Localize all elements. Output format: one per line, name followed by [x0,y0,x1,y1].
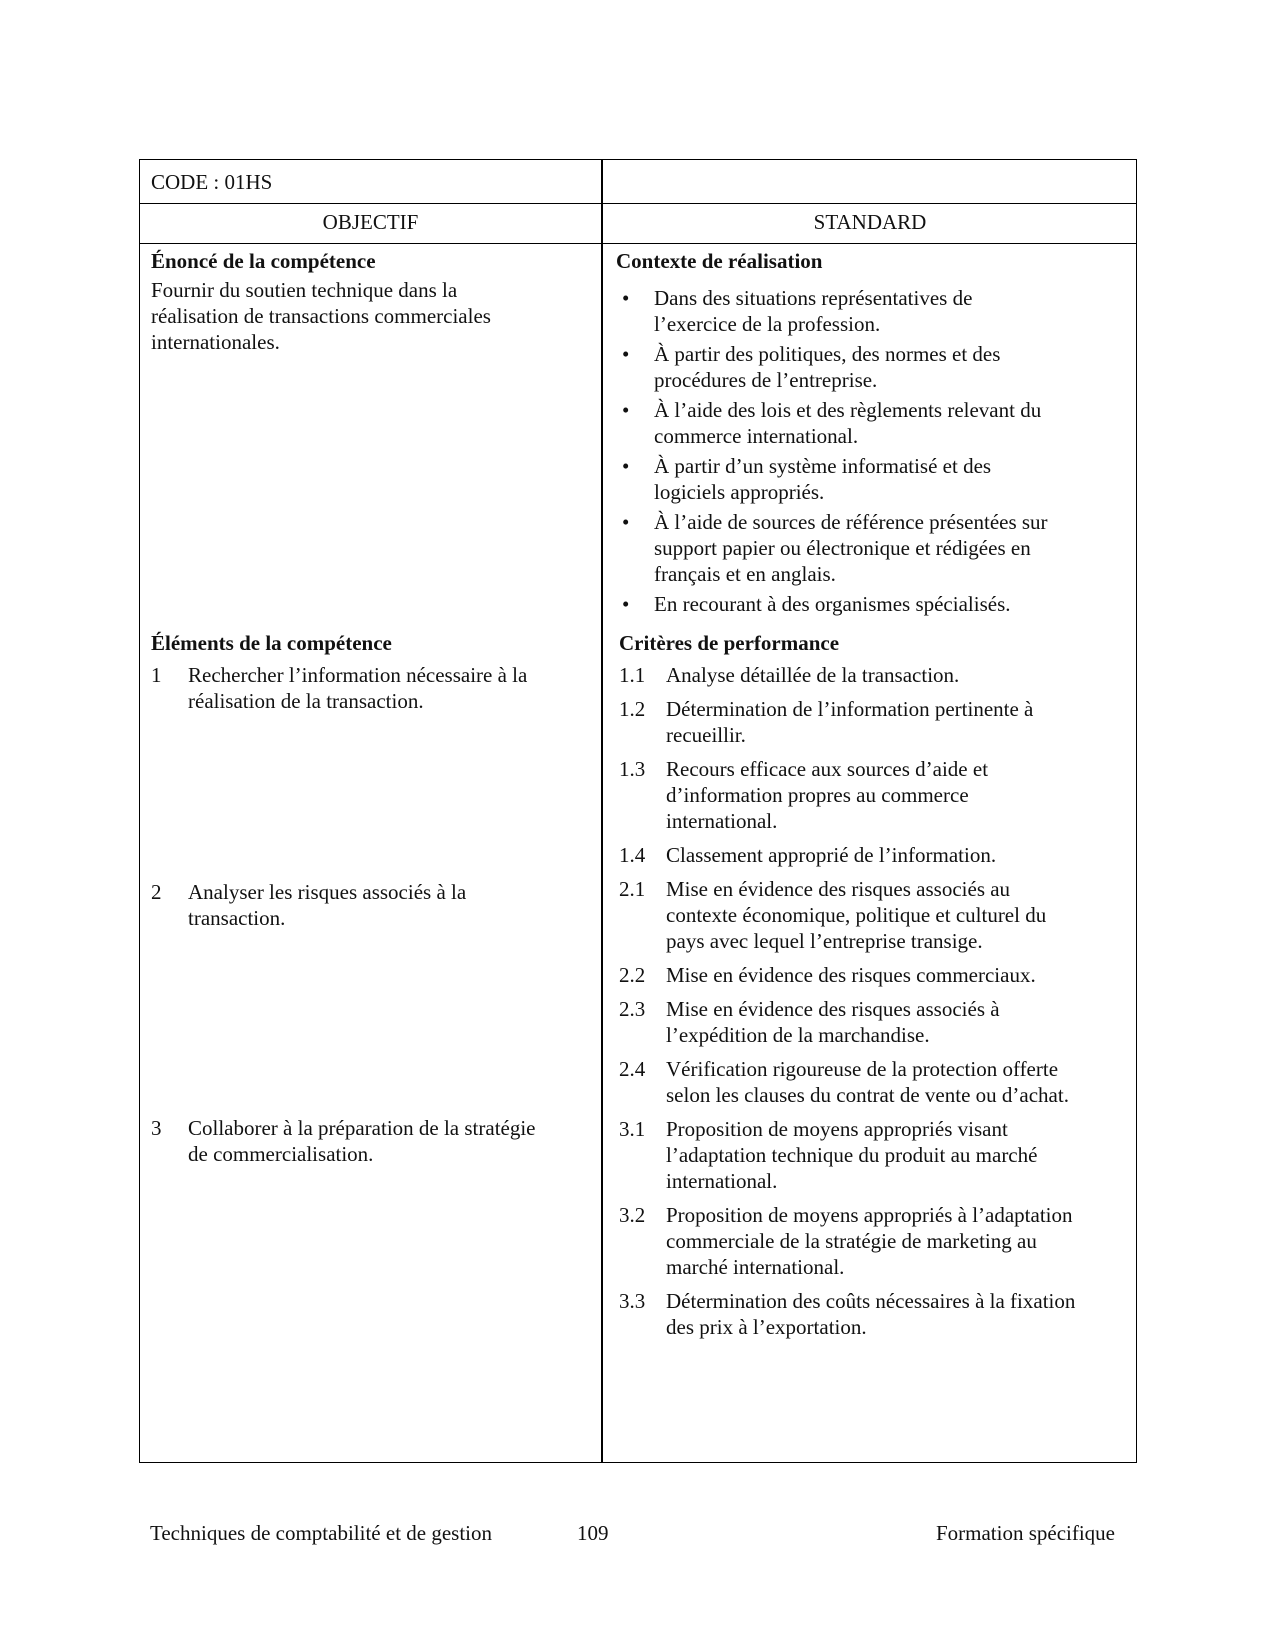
critere-item [619,662,1129,688]
enonce-text [151,277,581,355]
elements-heading-block [151,630,581,656]
bullet-icon: • [622,592,630,616]
contexte-line: À partir des politiques, des normes et des [654,342,1001,366]
row-divider-code [140,203,1136,204]
critere-line: d’information propres au commerce [666,783,969,807]
contexte-line: support papier ou électronique et rédigées en [654,536,1031,560]
bullet-icon: • [622,342,630,366]
critere-number: 3.2 [619,1203,646,1227]
critere-item [619,842,1129,868]
element-number: 2 [151,880,162,904]
element-line: Analyser les risques associés à la [188,880,467,904]
contexte-bullet-item [616,341,1126,393]
critere-item [619,996,1129,1048]
column-divider [601,160,603,1462]
critere-line: Mise en évidence des risques associés au [666,877,1011,901]
elements-heading: Éléments de la compétence [151,631,392,655]
contexte-bullet-item [616,397,1126,449]
contexte-line: À l’aide des lois et des règlements relevant du [654,398,1042,422]
contexte-heading: Contexte de réalisation [616,249,823,273]
critere-line: Détermination des coûts nécessaires à la fixation [666,1289,1076,1313]
critere-line: des prix à l’exportation. [666,1315,867,1339]
bullet-icon: • [622,454,630,478]
contexte-line: procédures de l’entreprise. [654,368,878,392]
critere-line: Mise en évidence des risques commerciaux. [666,963,1036,987]
critere-number: 2.4 [619,1057,646,1081]
contexte-bullet-item [616,591,1126,617]
footer-page-number: 109 [577,1521,609,1545]
contexte-section [616,248,1126,621]
row-divider-headers [140,243,1136,244]
criteres-list [619,662,1129,1340]
critere-number: 1.3 [619,757,646,781]
critere-line: Détermination de l’information pertinente à [666,697,1034,721]
critere-item [619,962,1129,988]
critere-line: Proposition de moyens appropriés visant [666,1117,1008,1141]
contexte-line: l’exercice de la profession. [654,312,881,336]
critere-line: Vérification rigoureuse de la protection offerte [666,1057,1059,1081]
critere-item [619,696,1129,748]
contexte-bullet-item [616,453,1126,505]
element-number: 3 [151,1116,162,1140]
element-item-2 [151,879,618,931]
critere-number: 2.2 [619,963,646,987]
footer-program: Techniques de comptabilité et de gestion [150,1521,493,1545]
element-line: Rechercher l’information nécessaire à la [188,663,528,687]
contexte-line: À l’aide de sources de référence présentées sur [654,510,1048,534]
critere-line: Proposition de moyens appropriés à l’adaptation [666,1203,1073,1227]
competency-table [139,159,1137,1463]
critere-line: international. [666,1169,778,1193]
element-number: 1 [151,663,162,687]
critere-number: 1.2 [619,697,646,721]
critere-line: marché international. [666,1255,845,1279]
critere-item [619,1202,1129,1280]
element-line: Collaborer à la préparation de la stratégie [188,1116,536,1140]
contexte-list [616,285,1126,617]
critere-line: Mise en évidence des risques associés à [666,997,1000,1021]
critere-line: Recours efficace aux sources d’aide et [666,757,989,781]
contexte-bullet-item [616,285,1126,337]
critere-number: 3.1 [619,1117,646,1141]
critere-line: recueillir. [666,723,746,747]
critere-line: international. [666,809,778,833]
critere-number: 2.3 [619,997,646,1021]
element-line: réalisation de la transaction. [188,689,424,713]
code-label: CODE : 01HS [151,170,273,194]
contexte-bullet-item [616,509,1126,587]
critere-number: 3.3 [619,1289,646,1313]
enonce-line: internationales. [151,330,280,354]
critere-line: contexte économique, politique et culturel du [666,903,1047,927]
element-item-1 [151,662,618,714]
element-item-3 [151,1115,618,1167]
critere-line: l’expédition de la marchandise. [666,1023,930,1047]
objectif-header: OBJECTIF [322,210,419,234]
critere-number: 1.1 [619,663,646,687]
critere-line: Classement approprié de l’information. [666,843,997,867]
critere-item [619,1116,1129,1194]
critere-line: pays avec lequel l’entreprise transige. [666,929,983,953]
contexte-line: commerce international. [654,424,859,448]
bullet-icon: • [622,286,630,310]
contexte-line: En recourant à des organismes spécialisés. [654,592,1011,616]
contexte-line: Dans des situations représentatives de [654,286,973,310]
critere-item [619,876,1129,954]
criteres-heading: Critères de performance [619,631,840,655]
critere-line: commerciale de la stratégie de marketing au [666,1229,1037,1253]
contexte-line: logiciels appropriés. [654,480,825,504]
critere-line: l’adaptation technique du produit au marché [666,1143,1038,1167]
critere-line: Analyse détaillée de la transaction. [666,663,960,687]
element-line: transaction. [188,906,286,930]
enonce-section [151,248,581,355]
critere-item [619,1056,1129,1108]
critere-item [619,756,1129,834]
bullet-icon: • [622,398,630,422]
enonce-line: Fournir du soutien technique dans la [151,278,458,302]
bullet-icon: • [622,510,630,534]
enonce-heading: Énoncé de la compétence [151,249,376,273]
standard-header: STANDARD [813,210,927,234]
enonce-line: réalisation de transactions commerciales [151,304,491,328]
critere-line: selon les clauses du contrat de vente ou d’achat. [666,1083,1069,1107]
critere-number: 2.1 [619,877,646,901]
criteres-section [619,630,1129,1348]
element-line: de commercialisation. [188,1142,374,1166]
contexte-line: français et en anglais. [654,562,836,586]
critere-item [619,1288,1129,1340]
contexte-line: À partir d’un système informatisé et des [654,454,992,478]
footer-section: Formation spécifique [935,1521,1115,1545]
critere-number: 1.4 [619,843,646,867]
